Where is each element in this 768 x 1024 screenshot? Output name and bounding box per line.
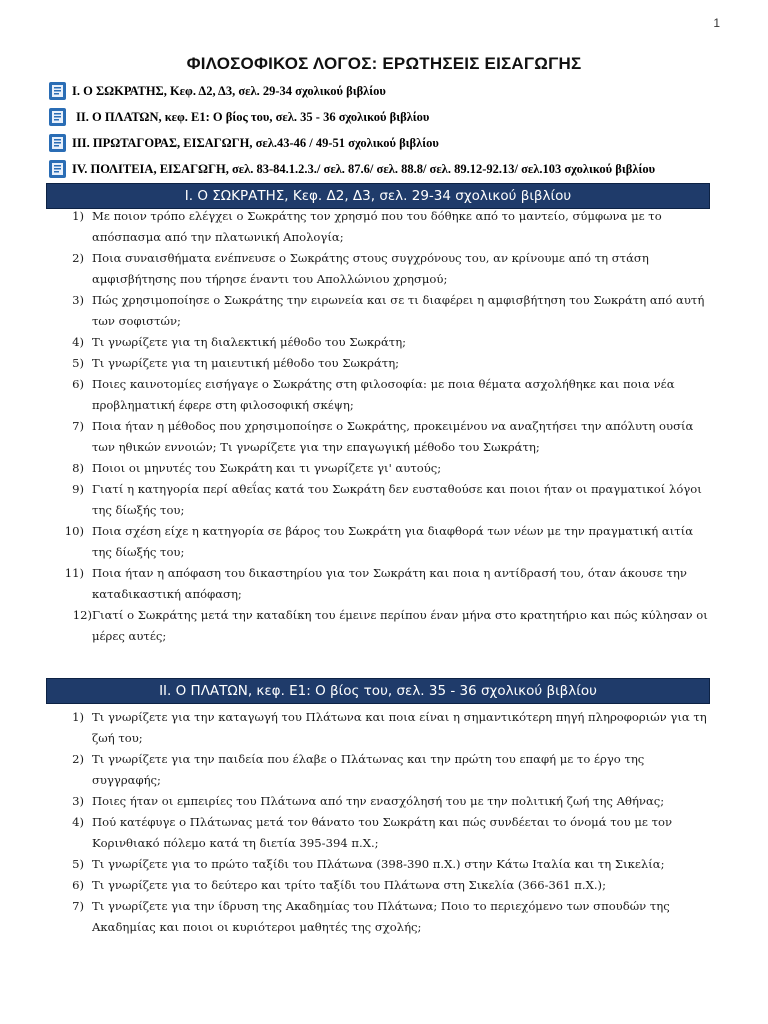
question-list-plato bbox=[46, 707, 712, 938]
question-text: Ποια ήταν η μέθοδος που χρησιμοποίησε ο Σωκράτης, προκειμένου να αναζητήσει την απόλυτη ουσία των ηθικών εννοιών; Τι γνωρίζετε για την επαγωγική μέθοδο του Σωκράτη; bbox=[92, 419, 694, 454]
question-number: 5) bbox=[72, 356, 84, 370]
list-item bbox=[46, 248, 712, 290]
document-icon bbox=[46, 133, 68, 153]
question-number: 10) bbox=[64, 524, 84, 538]
list-item bbox=[46, 416, 712, 458]
toc-link-socrates[interactable] bbox=[46, 78, 726, 104]
question-number: 3) bbox=[72, 794, 84, 808]
toc-link-politeia[interactable] bbox=[46, 156, 726, 182]
list-item bbox=[46, 563, 712, 605]
list-item bbox=[46, 875, 712, 896]
question-text: Ποια σχέση είχε η κατηγορία σε βάρος του Σωκράτη για διαφθορά των νέων με την πραγματική αιτία της δίωξής του; bbox=[92, 524, 694, 559]
list-item bbox=[46, 521, 712, 563]
question-text: Γιατί ο Σωκράτης μετά την καταδίκη του έμεινε περίπου έναν μήνα στο κρατητήριο και πώς κύλησαν οι μέρες αυτές; bbox=[92, 608, 708, 643]
section-header-plato: II. Ο ΠΛΑΤΩΝ, κεφ. Ε1: Ο βίος του, σελ. 35 - 36 σχολικού βιβλίου bbox=[46, 678, 710, 704]
question-text: Με ποιον τρόπο ελέγχει ο Σωκράτης τον χρησμό που του δόθηκε από το μαντείο, σύμφωνα με το απόσπασμα από την πλατωνική Απολογία; bbox=[92, 209, 662, 244]
document-title: ΦΙΛΟΣΟΦΙΚΟΣ ΛΟΓΟΣ: ΕΡΩΤΗΣΕΙΣ ΕΙΣΑΓΩΓΗΣ bbox=[186, 54, 582, 73]
question-text: Τι γνωρίζετε για τη μαιευτική μέθοδο του Σωκράτη; bbox=[92, 356, 400, 370]
question-number: 3) bbox=[72, 293, 84, 307]
question-number: 1) bbox=[72, 710, 84, 724]
list-item bbox=[46, 479, 712, 521]
question-number: 6) bbox=[72, 878, 84, 892]
question-text: Τι γνωρίζετε για την ίδρυση της Ακαδημίας του Πλάτωνα; Ποιο το περιεχόμενο των σπουδών της Ακαδημίας και ποιοι οι κυριότεροι μαθητές της σχολής; bbox=[92, 899, 670, 934]
list-item bbox=[46, 458, 712, 479]
question-text: Ποιοι οι μηνυτές του Σωκράτη και τι γνωρίζετε γι' αυτούς; bbox=[92, 461, 442, 475]
question-number: 6) bbox=[72, 377, 84, 391]
document-icon bbox=[46, 107, 68, 127]
question-number: 12) bbox=[72, 608, 92, 622]
question-text: Τι γνωρίζετε για το πρώτο ταξίδι του Πλάτωνα (398-390 π.Χ.) στην Κάτω Ιταλία και τη Σικελία; bbox=[92, 857, 665, 871]
list-item bbox=[46, 896, 712, 938]
question-number: 11) bbox=[64, 566, 84, 580]
question-text: Τι γνωρίζετε για το δεύτερο και τρίτο ταξίδι του Πλάτωνα στη Σικελία (366-361 π.Χ.); bbox=[92, 878, 606, 892]
page-number: 1 bbox=[713, 16, 720, 30]
question-text: Τι γνωρίζετε για τη διαλεκτική μέθοδο του Σωκράτη; bbox=[92, 335, 407, 349]
question-number: 1) bbox=[72, 209, 84, 223]
document-icon bbox=[46, 159, 68, 179]
list-item bbox=[46, 812, 712, 854]
list-item bbox=[46, 749, 712, 791]
question-number: 7) bbox=[72, 419, 84, 433]
question-text: Ποιες ήταν οι εμπειρίες του Πλάτωνα από την ενασχόλησή του με την πολιτική ζωή της Αθήνας; bbox=[92, 794, 665, 808]
toc-link-label: IV. ΠΟΛΙΤΕΙΑ, ΕΙΣΑΓΩΓΗ, σελ. 83-84.1.2.3./ σελ. 87.6/ σελ. 88.8/ σελ. 89.12-92.13/ σελ.103 σχολικού βιβλίου bbox=[72, 161, 656, 176]
list-item bbox=[46, 206, 712, 248]
document-icon bbox=[46, 81, 68, 101]
list-item bbox=[46, 374, 712, 416]
question-list-socrates bbox=[46, 206, 712, 647]
question-number: 5) bbox=[72, 857, 84, 871]
question-text: Πώς χρησιμοποίησε ο Σωκράτης την ειρωνεία και σε τι διαφέρει η αμφισβήτηση του Σωκράτη από αυτή των σοφιστών; bbox=[92, 293, 705, 328]
toc-link-label: II. Ο ΠΛΑΤΩΝ, κεφ. Ε1: Ο βίος του, σελ. 35 - 36 σχολικού βιβλίου bbox=[76, 109, 430, 124]
list-item bbox=[46, 605, 712, 647]
toc-link-protagoras[interactable] bbox=[46, 130, 726, 156]
toc-link-label: III. ΠΡΩΤΑΓΟΡΑΣ, ΕΙΣΑΓΩΓΗ, σελ.43-46 / 49-51 σχολικού βιβλίου bbox=[72, 135, 439, 150]
list-item bbox=[46, 353, 712, 374]
list-item bbox=[46, 290, 712, 332]
question-text: Ποιες καινοτομίες εισήγαγε ο Σωκράτης στη φιλοσοφία: με ποια θέματα ασχολήθηκε και ποια νέα προβληματική έφερε στη φιλοσοφική σκέψη; bbox=[92, 377, 675, 412]
question-text: Τι γνωρίζετε για την παιδεία που έλαβε ο Πλάτωνας και την πρώτη του επαφή με το έργο της συγγραφής; bbox=[92, 752, 645, 787]
list-item bbox=[46, 707, 712, 749]
list-item bbox=[46, 791, 712, 812]
question-number: 4) bbox=[72, 335, 84, 349]
question-text: Τι γνωρίζετε για την καταγωγή του Πλάτωνα και ποια είναι η σημαντικότερη πηγή πληροφοριών για τη ζωή του; bbox=[92, 710, 707, 745]
toc-link-label: I. Ο ΣΩΚΡΑΤΗΣ, Κεφ. Δ2, Δ3, σελ. 29-34 σχολικού βιβλίου bbox=[72, 83, 386, 98]
question-number: 4) bbox=[72, 815, 84, 829]
question-text: Ποια συναισθήματα ενέπνευσε ο Σωκράτης στους συγχρόνους του, αν κρίνουμε από τη στάση αμφισβήτησης που τήρησε έναντι του Απολλώνιου χρησμού; bbox=[92, 251, 649, 286]
question-text: Γιατί η κατηγορία περί αθεΐας κατά του Σωκράτη δεν ευσταθούσε και ποιοι ήταν οι πραγματικοί λόγοι της δίωξής του; bbox=[92, 482, 702, 517]
table-of-contents bbox=[46, 78, 726, 182]
question-text: Ποια ήταν η απόφαση του δικαστηρίου για τον Σωκράτη και ποια η αντίδρασή του, όταν άκουσε την καταδικαστική απόφαση; bbox=[92, 566, 687, 601]
list-item bbox=[46, 854, 712, 875]
question-number: 2) bbox=[72, 251, 84, 265]
question-text: Πού κατέφυγε ο Πλάτωνας μετά τον θάνατο του Σωκράτη και πώς συνδέεται το όνομά του με τον Κορινθιακό πόλεμο κατά τη διετία 395-394 π.Χ.; bbox=[92, 815, 673, 850]
question-number: 2) bbox=[72, 752, 84, 766]
toc-link-plato[interactable] bbox=[46, 104, 726, 130]
section-header-socrates: I. Ο ΣΩΚΡΑΤΗΣ, Κεφ. Δ2, Δ3, σελ. 29-34 σχολικού βιβλίου bbox=[46, 183, 710, 209]
question-number: 7) bbox=[72, 899, 84, 913]
question-number: 8) bbox=[72, 461, 84, 475]
question-number: 9) bbox=[72, 482, 84, 496]
list-item bbox=[46, 332, 712, 353]
